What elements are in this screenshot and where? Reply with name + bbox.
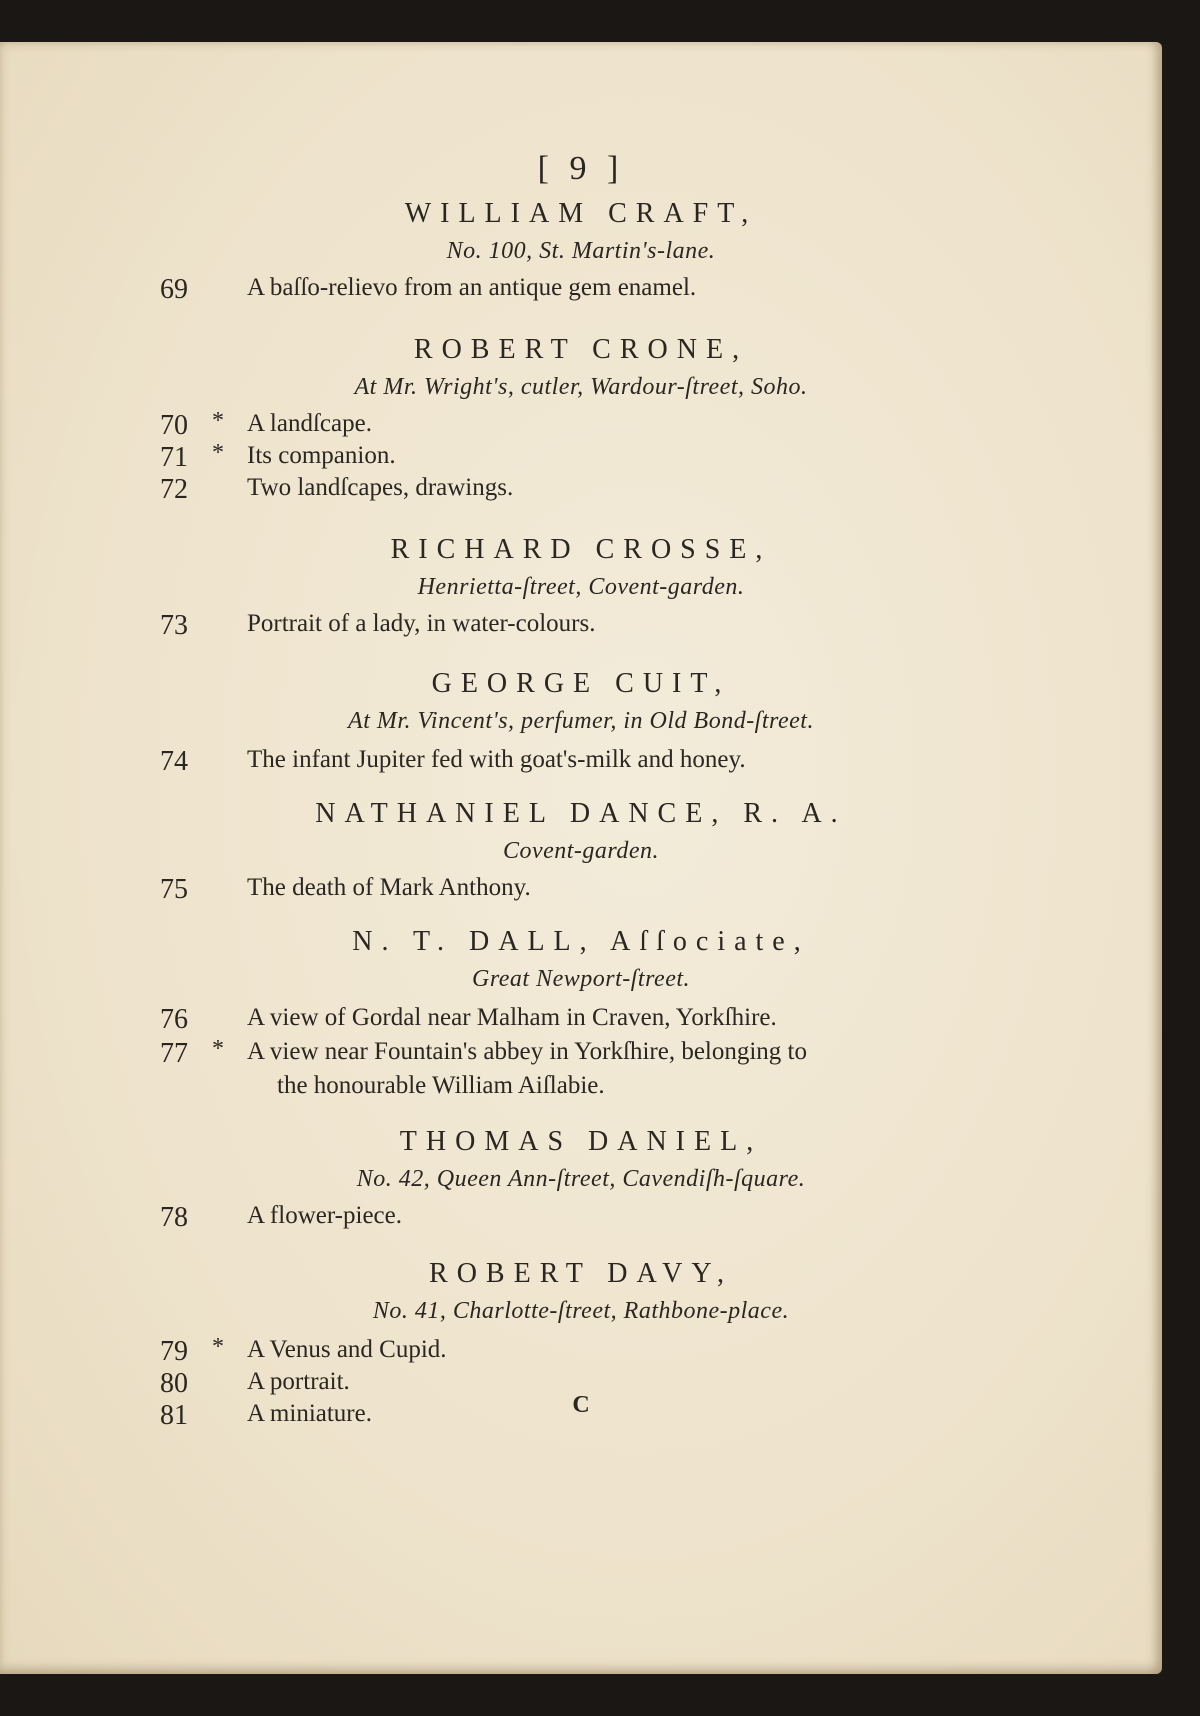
entry-text: A miniature. xyxy=(247,1400,372,1427)
artist-address: Covent-garden. xyxy=(502,838,660,864)
artist-name: RICHARD CROSSE, xyxy=(390,534,772,565)
entry-number: 75 xyxy=(160,874,188,905)
entry-text: A Venus and Cupid. xyxy=(247,1336,447,1363)
entry-number: 77 xyxy=(160,1038,188,1069)
artist-address: No. 42, Queen Ann-ſtreet, Cavendiſh-ſquare. xyxy=(356,1166,806,1192)
entry-star: * xyxy=(212,1036,224,1062)
entry-number: 76 xyxy=(160,1004,188,1035)
page-number-header: [ 9 ] xyxy=(537,150,625,187)
entry-text: The infant Jupiter fed with goat's-milk and honey. xyxy=(247,746,746,773)
entry-text-continuation: the honourable William Aiſlabie. xyxy=(277,1072,605,1099)
entry-text: A view near Fountain's abbey in Yorkſhire, belonging to xyxy=(247,1038,807,1065)
artist-address: No. 100, St. Martin's-lane. xyxy=(446,238,716,264)
entry-star: * xyxy=(212,440,224,466)
artist-address: Great Newport-ſtreet. xyxy=(471,966,691,992)
entry-number: 73 xyxy=(160,610,188,641)
entry-text: The death of Mark Anthony. xyxy=(247,874,531,901)
artist-name: GEORGE CUIT, xyxy=(431,668,731,699)
entry-text: A landſcape. xyxy=(247,410,372,437)
entry-number: 69 xyxy=(160,274,188,305)
entry-number: 70 xyxy=(160,410,188,441)
artist-name: ROBERT DAVY, xyxy=(429,1258,733,1289)
artist-address: No. 41, Charlotte-ſtreet, Rathbone-place. xyxy=(372,1298,790,1324)
entry-text: A flower-piece. xyxy=(247,1202,402,1229)
book-page xyxy=(0,42,1162,1674)
entry-text: Two landſcapes, drawings. xyxy=(247,474,514,501)
artist-address: At Mr. Vincent's, perfumer, in Old Bond-ſtreet. xyxy=(348,708,814,734)
artist-address: At Mr. Wright's, cutler, Wardour-ſtreet, Soho. xyxy=(354,374,808,400)
entry-star: * xyxy=(212,408,224,434)
entry-text: A portrait. xyxy=(247,1368,350,1395)
entry-text: Portrait of a lady, in water-colours. xyxy=(247,610,596,637)
artist-name: NATHANIEL DANCE, R. A. xyxy=(315,798,847,829)
artist-name: N. T. DALL, Aſſociate, xyxy=(352,926,810,957)
entry-number: 80 xyxy=(160,1368,188,1399)
entry-text: A view of Gordal near Malham in Craven, Yorkſhire. xyxy=(247,1004,777,1031)
artist-name: WILLIAM CRAFT, xyxy=(404,198,758,229)
entry-number: 71 xyxy=(160,442,188,473)
entry-number: 72 xyxy=(160,474,188,505)
entry-number: 78 xyxy=(160,1202,188,1233)
entry-number: 81 xyxy=(160,1400,188,1431)
entry-text: Its companion. xyxy=(247,442,396,469)
signature-mark: C xyxy=(572,1392,590,1418)
entry-number: 74 xyxy=(160,746,188,777)
artist-name: THOMAS DANIEL, xyxy=(399,1126,763,1157)
entry-text: A baſſo-relievo from an antique gem enamel. xyxy=(247,274,697,301)
entry-number: 79 xyxy=(160,1336,188,1367)
artist-name: ROBERT CRONE, xyxy=(413,334,749,365)
entry-star: * xyxy=(212,1334,224,1360)
artist-address: Henrietta-ſtreet, Covent-garden. xyxy=(417,574,745,600)
